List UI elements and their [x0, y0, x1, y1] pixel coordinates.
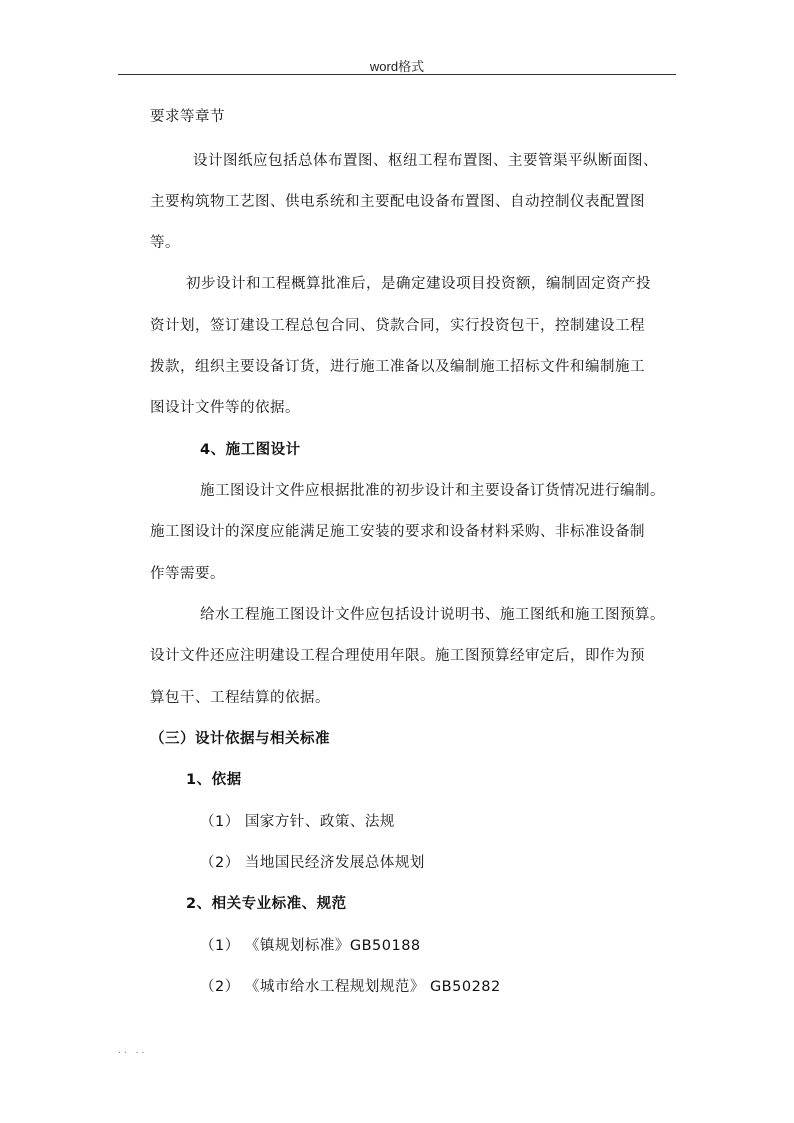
- paragraph-line: 拨款，组织主要设备订货，进行施工准备以及编制施工招标文件和编制施工: [150, 359, 645, 375]
- list-item: （2） 《城市给水工程规划规范》 GB50282: [200, 979, 501, 995]
- paragraph-line: 设计文件还应注明建设工程合理使用年限。施工图预算经审定后，即作为预: [150, 648, 645, 664]
- list-item: （2） 当地国民经济发展总体规划: [200, 855, 425, 871]
- paragraph-line: 初步设计和工程概算批准后，是确定建设项目投资额，编制固定资产投: [186, 276, 651, 292]
- section-heading: 4、施工图设计: [200, 442, 301, 458]
- paragraph-line: 设计图纸应包括总体布置图、枢纽工程布置图、主要管渠平纵断面图、: [193, 153, 658, 169]
- footer-marks: .. ..: [118, 1046, 148, 1056]
- paragraph-line: 算包干、工程结算的依据。: [150, 690, 330, 706]
- header-divider: [118, 74, 676, 75]
- paragraph-line: 作等需要。: [150, 566, 225, 582]
- page-header-title: word格式: [369, 59, 425, 74]
- list-item: （1） 《镇规划标准》GB50188: [200, 938, 421, 954]
- paragraph-line: 给水工程施工图设计文件应包括设计说明书、施工图纸和施工图预算。: [200, 607, 665, 623]
- paragraph-line: 主要构筑物工艺图、供电系统和主要配电设备布置图、自动控制仪表配置图: [150, 194, 645, 210]
- paragraph-line: 资计划，签订建设工程总包合同、贷款合同，实行投资包干，控制建设工程: [150, 318, 645, 334]
- paragraph-line: 等。: [150, 235, 180, 251]
- subsection-heading: 2、相关专业标准、规范: [186, 896, 347, 912]
- section-heading: （三）设计依据与相关标准: [150, 731, 330, 747]
- subsection-heading: 1、依据: [186, 772, 242, 788]
- paragraph-line: 施工图设计文件应根据批准的初步设计和主要设备订货情况进行编制。: [200, 483, 665, 499]
- text-line: 要求等章节: [150, 109, 225, 125]
- list-item: （1） 国家方针、政策、法规: [200, 814, 395, 830]
- paragraph-line: 图设计文件等的依据。: [150, 400, 300, 416]
- paragraph-line: 施工图设计的深度应能满足施工安装的要求和设备材料采购、非标准设备制: [150, 524, 645, 540]
